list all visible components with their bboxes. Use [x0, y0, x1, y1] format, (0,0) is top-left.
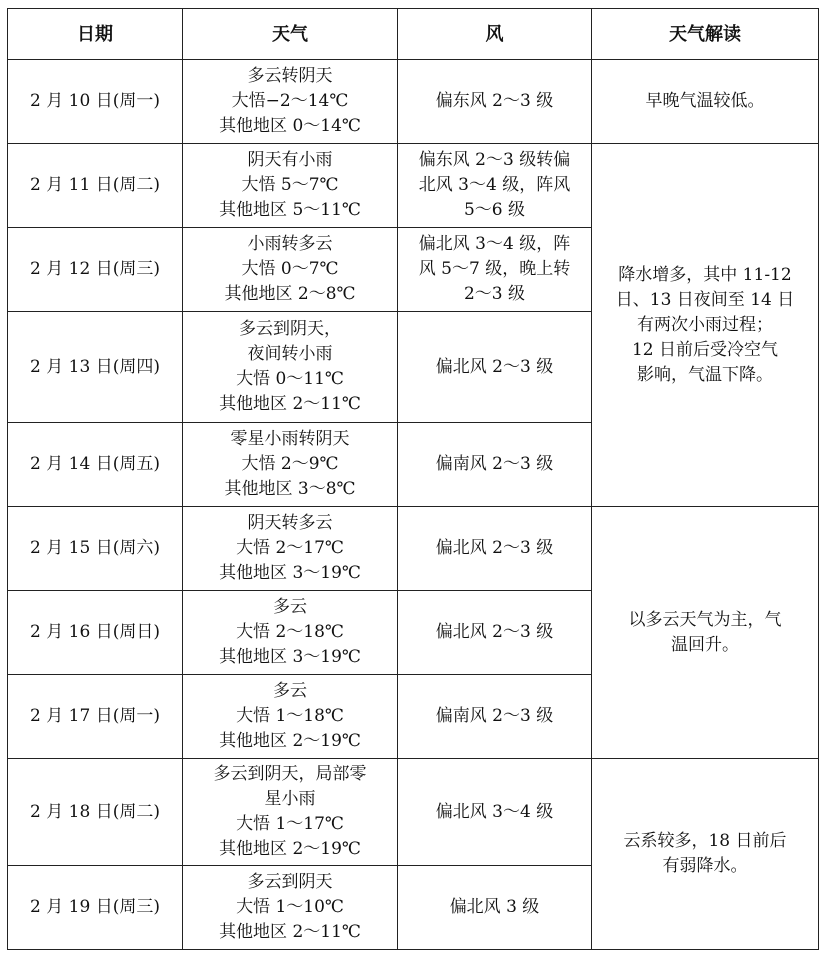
date-cell: 2 月 11 日(周二) — [8, 144, 183, 228]
wind-cell — [398, 507, 592, 591]
weather-line: 阴天转多云 — [247, 513, 333, 533]
wind-line: 偏北风 3 级 — [449, 897, 540, 917]
weather-line: 多云转阴天 — [247, 66, 333, 86]
wind-line: 偏南风 2～3 级 — [435, 706, 554, 726]
wind-cell — [398, 866, 592, 950]
weather-cell — [183, 507, 398, 591]
weather-line: 大悟 5～7℃ — [241, 175, 339, 195]
wind-cell — [398, 759, 592, 866]
wind-line: 5～6 级 — [463, 200, 526, 220]
weather-line: 其他地区 2～19℃ — [219, 731, 361, 751]
date-cell: 2 月 12 日(周三) — [8, 228, 183, 312]
weather-line: 多云到阴天 — [247, 872, 333, 892]
wind-line: 偏北风 2～3 级 — [435, 356, 554, 377]
weather-line: 阴天有小雨 — [247, 150, 333, 170]
interpretation-line: 温回升。 — [671, 634, 739, 655]
interpretation-line: 有两次小雨过程； — [637, 314, 773, 335]
wind-line: 偏东风 2～3 级 — [435, 91, 554, 111]
weather-line: 大悟 1～17℃ — [236, 814, 344, 834]
wind-line: 风 5～7 级，晚上转 — [418, 259, 571, 279]
wind-cell — [398, 312, 592, 423]
weather-line: 大悟 1～10℃ — [236, 897, 344, 917]
weather-line: 其他地区 2～11℃ — [219, 394, 361, 414]
weather-cell — [183, 228, 398, 312]
weather-line: 其他地区 2～8℃ — [224, 284, 356, 304]
date-cell: 2 月 16 日(周日) — [8, 591, 183, 675]
wind-cell — [398, 228, 592, 312]
wind-line: 偏北风 2～3 级 — [435, 622, 554, 642]
weather-line: 大悟 2～9℃ — [241, 454, 339, 474]
wind-line: 偏东风 2～3 级转偏 — [418, 150, 571, 170]
date-cell: 2 月 15 日(周六) — [8, 507, 183, 591]
table-row — [8, 144, 819, 228]
interpretation-cell — [592, 60, 819, 144]
weather-line: 夜间转小雨 — [247, 344, 333, 364]
table-row — [8, 507, 819, 591]
header-wind: 风 — [398, 9, 592, 60]
weather-line: 大悟 0～11℃ — [236, 369, 344, 389]
weather-line: 其他地区 3～19℃ — [219, 647, 361, 667]
interpretation-line: 云系较多，18 日前后 — [623, 831, 787, 851]
interpretation-cell — [592, 144, 819, 507]
weather-line: 其他地区 3～8℃ — [224, 479, 356, 499]
weather-cell — [183, 423, 398, 507]
interpretation-cell — [592, 507, 819, 759]
wind-cell — [398, 675, 592, 759]
interpretation-line: 早晚气温较低。 — [645, 91, 765, 111]
weather-line: 多云 — [273, 597, 307, 617]
date-cell: 2 月 18 日(周二) — [8, 759, 183, 866]
date-cell: 2 月 10 日(周一) — [8, 60, 183, 144]
wind-cell — [398, 60, 592, 144]
wind-line: 偏南风 2～3 级 — [435, 454, 554, 474]
wind-cell — [398, 591, 592, 675]
interpretation-line: 以多云天气为主，气 — [628, 609, 782, 630]
weather-line: 大悟 1～18℃ — [236, 706, 344, 726]
interpretation-line: 降水增多，其中 11-12 — [618, 264, 792, 285]
wind-line: 2～3 级 — [463, 284, 526, 304]
weather-line: 小雨转多云 — [247, 234, 333, 254]
wind-line: 偏北风 3～4 级，阵 — [418, 234, 571, 254]
weather-line: 星小雨 — [264, 789, 316, 809]
interpretation-line: 有弱降水。 — [662, 856, 748, 876]
wind-line: 偏北风 3～4 级 — [435, 801, 554, 822]
date-cell: 2 月 13 日(周四) — [8, 312, 183, 423]
header-row — [8, 9, 819, 60]
weather-line: 多云到阴天，局部零 — [213, 764, 367, 784]
weather-line: 其他地区 5～11℃ — [219, 200, 361, 220]
weather-forecast-table — [7, 8, 819, 950]
weather-cell — [183, 866, 398, 950]
weather-cell — [183, 144, 398, 228]
weather-line: 其他地区 3～19℃ — [219, 563, 361, 583]
weather-line: 大悟 2～17℃ — [236, 538, 344, 558]
header-date: 日期 — [8, 9, 183, 60]
weather-line: 多云 — [273, 681, 307, 701]
wind-line: 偏北风 2～3 级 — [435, 538, 554, 558]
weather-line: 大悟 0～7℃ — [241, 259, 339, 279]
header-weather: 天气 — [183, 9, 398, 60]
wind-line: 北风 3～4 级，阵风 — [418, 175, 571, 195]
weather-cell — [183, 591, 398, 675]
weather-line: 大悟 2～18℃ — [236, 622, 344, 642]
weather-line: 大悟−2～14℃ — [231, 91, 349, 111]
weather-cell — [183, 675, 398, 759]
table-row — [8, 759, 819, 866]
weather-cell — [183, 312, 398, 423]
header-interpretation: 天气解读 — [592, 9, 819, 60]
interpretation-line: 日、13 日夜间至 14 日 — [615, 289, 795, 310]
weather-line: 其他地区 0～14℃ — [219, 116, 361, 136]
weather-cell — [183, 759, 398, 866]
interpretation-line: 影响，气温下降。 — [637, 364, 773, 385]
table-row — [8, 60, 819, 144]
wind-cell — [398, 144, 592, 228]
interpretation-cell — [592, 759, 819, 950]
weather-line: 零星小雨转阴天 — [230, 429, 350, 449]
weather-line: 多云到阴天， — [239, 319, 341, 339]
date-cell: 2 月 14 日(周五) — [8, 423, 183, 507]
wind-cell — [398, 423, 592, 507]
weather-line: 其他地区 2～11℃ — [219, 922, 361, 942]
weather-line: 其他地区 2～19℃ — [219, 839, 361, 859]
weather-cell — [183, 60, 398, 144]
interpretation-line: 12 日前后受冷空气 — [631, 339, 779, 360]
date-cell: 2 月 19 日(周三) — [8, 866, 183, 950]
date-cell: 2 月 17 日(周一) — [8, 675, 183, 759]
